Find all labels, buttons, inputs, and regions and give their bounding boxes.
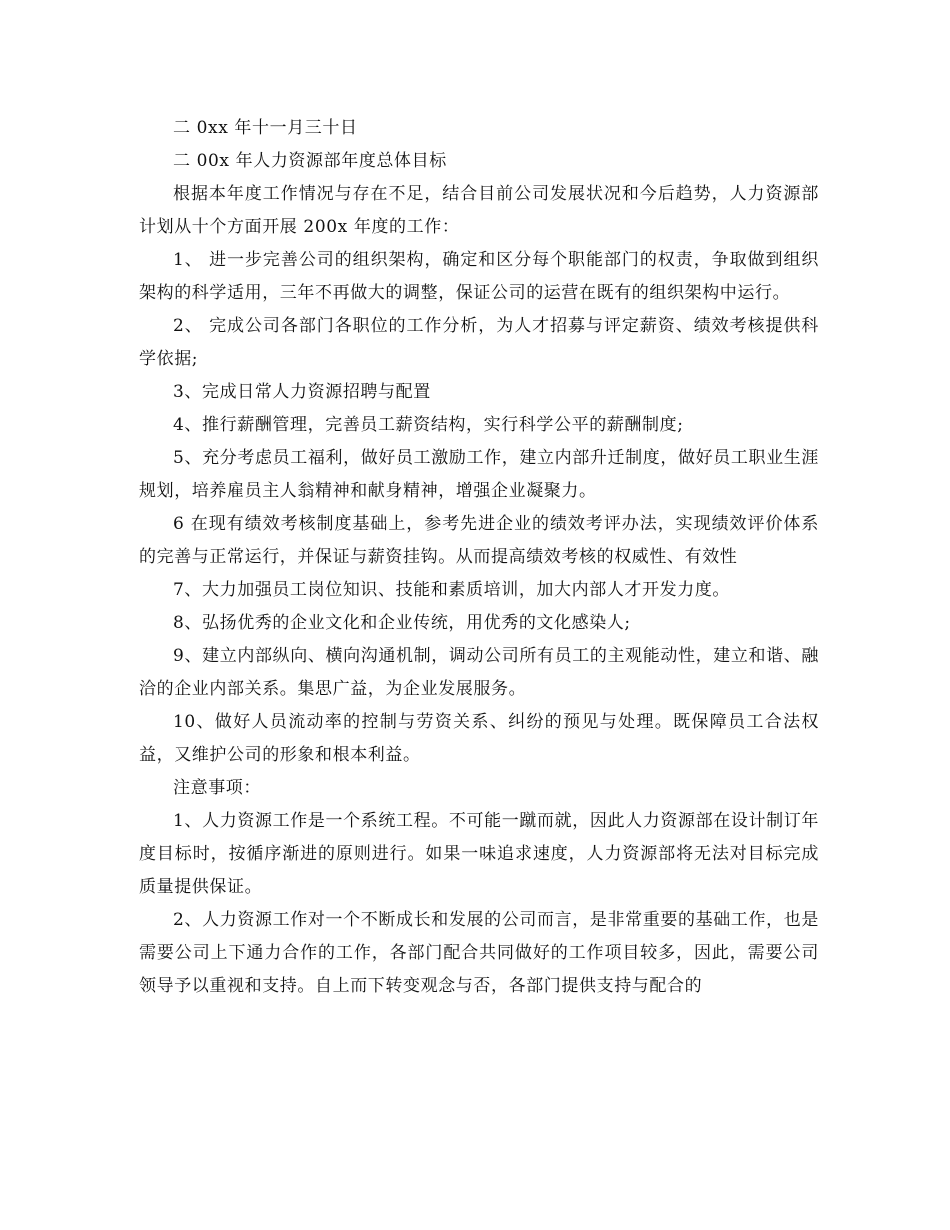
goal-item-4: 4、推行薪酬管理，完善员工薪资结构，实行科学公平的薪酬制度; — [173, 415, 684, 435]
goal-item-6: 6 在现有绩效考核制度基础上，参考先进企业的绩效考评办法，实现绩效评价体系的完善与正常运行，并保证与薪资挂钩。从而提高绩效考核的权威性、有效性 — [139, 514, 819, 567]
note-item-1: 1、人力资源工作是一个系统工程。不可能一蹴而就，因此人力资源部在设计制订年度目标时，按循序渐进的原则进行。如果一味追求速度，人力资源部将无法对目标完成质量提供保证。 — [139, 811, 819, 897]
goal-item-5: 5、充分考虑员工福利，做好员工激励工作，建立内部升迁制度，做好员工职业生涯规划，培养雇员主人翁精神和献身精神，增强企业凝聚力。 — [139, 448, 819, 501]
goal-item-3: 3、完成日常人力资源招聘与配置 — [173, 382, 431, 402]
document-body — [139, 112, 819, 1003]
goal-item-1: 1、 进一步完善公司的组织架构，确定和区分每个职能部门的权责，争取做到组织架构的科学适用，三年不再做大的调整，保证公司的运营在既有的组织架构中运行。 — [139, 250, 819, 303]
goal-item-7: 7、大力加强员工岗位知识、技能和素质培训，加大内部人才开发力度。 — [173, 580, 731, 600]
goal-item-2: 2、 完成公司各部门各职位的工作分析，为人才招募与评定薪资、绩效考核提供科学依据; — [139, 316, 819, 369]
intro-paragraph: 根据本年度工作情况与存在不足，结合目前公司发展状况和今后趋势，人力资源部计划从十个方面开展 200x 年度的工作： — [139, 184, 819, 237]
goal-item-10: 10、做好人员流动率的控制与劳资关系、纠纷的预见与处理。既保障员工合法权益，又维护公司的形象和根本利益。 — [139, 712, 819, 765]
document-title: 二 00x 年人力资源部年度总体目标 — [173, 151, 447, 171]
note-item-2: 2、人力资源工作对一个不断成长和发展的公司而言，是非常重要的基础工作，也是需要公司上下通力合作的工作，各部门配合共同做好的工作项目较多，因此，需要公司领导予以重视和支持。自上而下转变观念与否，各部门提供支持与配合的 — [139, 910, 819, 996]
date-line: 二 0xx 年十一月三十日 — [173, 118, 358, 138]
goal-item-8: 8、弘扬优秀的企业文化和企业传统，用优秀的文化感染人; — [173, 613, 631, 633]
goal-item-9: 9、建立内部纵向、横向沟通机制，调动公司所有员工的主观能动性，建立和谐、融洽的企业内部关系。集思广益，为企业发展服务。 — [139, 646, 819, 699]
notes-heading: 注意事项： — [173, 778, 261, 798]
